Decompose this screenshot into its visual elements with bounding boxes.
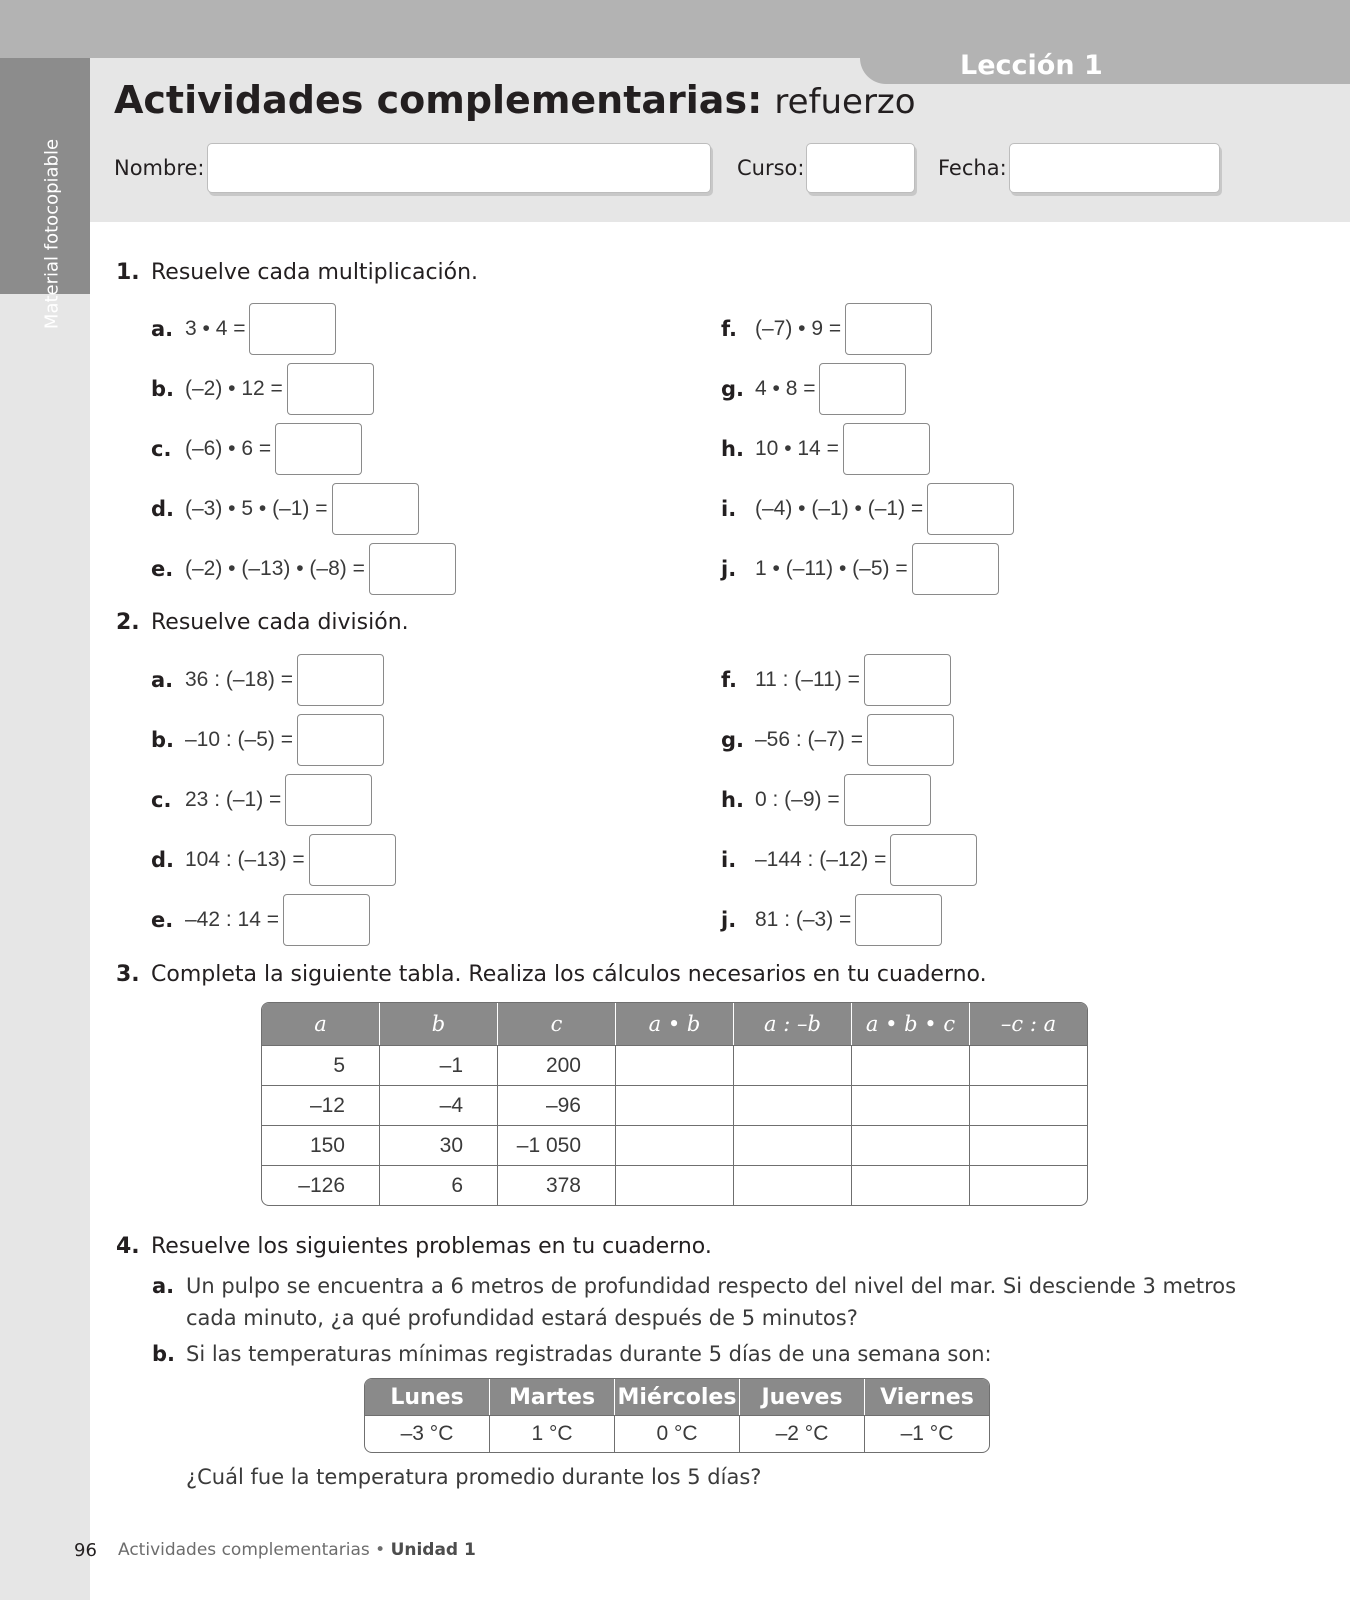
item-letter: e.: [151, 908, 174, 932]
problem-a-line1: Un pulpo se encuentra a 6 metros de profundidad respecto del nivel del mar. Si desciende 3 metros: [186, 1274, 1237, 1298]
q3-text: Completa la siguiente tabla. Realiza los cálculos necesarios en tu cuaderno.: [151, 962, 987, 987]
answer-box[interactable]: [843, 423, 930, 475]
table-answer-cell[interactable]: [734, 1085, 852, 1125]
item-letter: c.: [151, 437, 172, 461]
footer-title: Actividades complementarias: [118, 1540, 370, 1560]
temperature-cell: 1 °C: [490, 1415, 615, 1452]
q1-text: Resuelve cada multiplicación.: [151, 260, 479, 285]
table-row: [262, 1125, 1087, 1165]
answer-box[interactable]: [864, 654, 951, 706]
item-letter: e.: [151, 557, 174, 581]
answer-box[interactable]: [855, 894, 942, 946]
answer-box[interactable]: [890, 834, 977, 886]
answer-box[interactable]: [287, 363, 374, 415]
problem-letter: b.: [152, 1342, 176, 1366]
table-answer-cell[interactable]: [734, 1045, 852, 1085]
table-cell: –1 050: [498, 1125, 616, 1165]
q2-item: [721, 654, 951, 706]
table-answer-cell[interactable]: [852, 1085, 970, 1125]
answer-box[interactable]: [283, 894, 370, 946]
table-header: c: [498, 1003, 616, 1045]
item-letter: g.: [721, 377, 745, 401]
fecha-field[interactable]: [1009, 143, 1220, 193]
item-letter: i.: [721, 497, 737, 521]
temperature-cell: –2 °C: [740, 1415, 865, 1452]
answer-box[interactable]: [249, 303, 336, 355]
q1-item: [151, 543, 456, 595]
q2-number: 2.: [116, 610, 140, 635]
table-cell: 378: [498, 1165, 616, 1205]
q1-item: [151, 303, 336, 355]
item-expression: 104 : (–13) =: [185, 848, 305, 871]
title-bold: Actividades complementarias:: [114, 78, 763, 122]
table-cell: –126: [262, 1165, 380, 1205]
footer-text: [118, 1540, 476, 1560]
table-answer-cell[interactable]: [734, 1125, 852, 1165]
problem-letter: a.: [152, 1274, 175, 1298]
q1-item: [151, 483, 419, 535]
item-expression: 11 : (–11) =: [755, 668, 860, 691]
table-header: b: [380, 1003, 498, 1045]
problem-a: [152, 1270, 1237, 1334]
table-cell: –12: [262, 1085, 380, 1125]
temperature-table: [364, 1378, 990, 1453]
table-answer-cell[interactable]: [616, 1165, 734, 1205]
table-answer-cell[interactable]: [970, 1045, 1087, 1085]
item-expression: (–3) • 5 • (–1) =: [185, 497, 328, 520]
answer-box[interactable]: [309, 834, 396, 886]
temperature-header-row: [365, 1379, 989, 1415]
answer-box[interactable]: [369, 543, 456, 595]
answer-box[interactable]: [297, 654, 384, 706]
lesson-tab: [860, 58, 1350, 84]
q2-item: [721, 834, 977, 886]
lesson-label: Lección 1: [960, 50, 1103, 81]
item-letter: f.: [721, 668, 737, 692]
item-expression: 1 • (–11) • (–5) =: [755, 557, 908, 580]
q2-item: [151, 834, 396, 886]
q1-item: [151, 363, 374, 415]
item-expression: (–6) • 6 =: [185, 437, 272, 460]
q1-item: [721, 303, 932, 355]
table-cell: –4: [380, 1085, 498, 1125]
item-letter: d.: [151, 497, 175, 521]
temperature-cell: –3 °C: [365, 1415, 490, 1452]
item-expression: 23 : (–1) =: [185, 788, 282, 811]
answer-box[interactable]: [819, 363, 906, 415]
item-letter: d.: [151, 848, 175, 872]
table-answer-cell[interactable]: [616, 1045, 734, 1085]
footer-separator: •: [369, 1540, 391, 1560]
table-answer-cell[interactable]: [852, 1165, 970, 1205]
table-answer-cell[interactable]: [616, 1085, 734, 1125]
item-letter: h.: [721, 788, 744, 812]
table-header-row: [262, 1003, 1087, 1045]
problem-a-line2: cada minuto, ¿a qué profundidad estará después de 5 minutos?: [186, 1306, 858, 1330]
item-expression: 36 : (–18) =: [185, 668, 293, 691]
item-letter: f.: [721, 317, 737, 341]
curso-label: Curso:: [737, 156, 805, 180]
q2-item: [151, 654, 384, 706]
answer-box[interactable]: [867, 714, 954, 766]
table-cell: 200: [498, 1045, 616, 1085]
item-letter: a.: [151, 668, 174, 692]
fecha-label: Fecha:: [938, 156, 1007, 180]
temperature-row: [365, 1415, 989, 1452]
side-tab-text: Material fotocopiable: [41, 138, 63, 330]
table-row: [262, 1045, 1087, 1085]
table-answer-cell[interactable]: [970, 1165, 1087, 1205]
answer-box[interactable]: [285, 774, 372, 826]
item-letter: b.: [151, 728, 175, 752]
table-answer-cell[interactable]: [852, 1045, 970, 1085]
item-expression: (–7) • 9 =: [755, 317, 842, 340]
q2-item: [151, 894, 370, 946]
item-expression: –10 : (–5) =: [185, 728, 293, 751]
temperature-cell: –1 °C: [865, 1415, 989, 1452]
table-header: a • b • c: [852, 1003, 970, 1045]
problem-b: [152, 1338, 992, 1370]
answer-box[interactable]: [297, 714, 384, 766]
answer-box[interactable]: [332, 483, 419, 535]
item-expression: –144 : (–12) =: [755, 848, 887, 871]
q4-number: 4.: [116, 1234, 140, 1259]
q2-item: [721, 774, 931, 826]
answer-box[interactable]: [275, 423, 362, 475]
table-cell: 150: [262, 1125, 380, 1165]
footer-unit: Unidad 1: [390, 1540, 476, 1560]
item-expression: (–2) • 12 =: [185, 377, 283, 400]
table-cell: 6: [380, 1165, 498, 1205]
q4-text: Resuelve los siguientes problemas en tu cuaderno.: [151, 1234, 712, 1259]
day-header: Viernes: [865, 1379, 989, 1415]
top-band: [0, 0, 1350, 58]
q1-item: [151, 423, 362, 475]
table-header: a: [262, 1003, 380, 1045]
q3-number: 3.: [116, 962, 140, 987]
table-cell: 5: [262, 1045, 380, 1085]
item-letter: i.: [721, 848, 737, 872]
table-answer-cell[interactable]: [734, 1165, 852, 1205]
side-tab: [0, 58, 90, 330]
q1-item: [721, 363, 906, 415]
table-answer-cell[interactable]: [970, 1085, 1087, 1125]
table-row: [262, 1085, 1087, 1125]
day-header: Martes: [490, 1379, 615, 1415]
q2-item: [151, 774, 372, 826]
day-header: Lunes: [365, 1379, 490, 1415]
day-header: Miércoles: [615, 1379, 740, 1415]
answer-box[interactable]: [927, 483, 1014, 535]
item-expression: (–2) • (–13) • (–8) =: [185, 557, 365, 580]
q1-item: [721, 423, 930, 475]
item-letter: a.: [151, 317, 174, 341]
calculation-table: [261, 1002, 1088, 1206]
answer-box[interactable]: [912, 543, 999, 595]
item-expression: –56 : (–7) =: [755, 728, 863, 751]
average-question: ¿Cuál fue la temperatura promedio durante los 5 días?: [186, 1465, 762, 1489]
item-letter: j.: [721, 908, 737, 932]
item-expression: 4 • 8 =: [755, 377, 816, 400]
item-expression: 3 • 4 =: [185, 317, 246, 340]
q2-text: Resuelve cada división.: [151, 610, 409, 635]
item-expression: (–4) • (–1) • (–1) =: [755, 497, 924, 520]
table-cell: –1: [380, 1045, 498, 1085]
item-letter: g.: [721, 728, 745, 752]
page-number: 96: [74, 1540, 97, 1561]
page-title: [114, 78, 916, 122]
table-header: a : –b: [734, 1003, 852, 1045]
q1-number: 1.: [116, 260, 140, 285]
curso-field[interactable]: [806, 143, 915, 193]
item-letter: h.: [721, 437, 744, 461]
q1-item: [721, 483, 1014, 535]
q1-item: [721, 543, 999, 595]
title-sub: refuerzo: [774, 82, 916, 122]
problem-b-text: Si las temperaturas mínimas registradas durante 5 días de una semana son:: [186, 1342, 992, 1366]
answer-box[interactable]: [845, 303, 932, 355]
nombre-label: Nombre:: [114, 156, 205, 180]
answer-box[interactable]: [844, 774, 931, 826]
day-header: Jueves: [740, 1379, 865, 1415]
item-expression: 10 • 14 =: [755, 437, 839, 460]
item-expression: 81 : (–3) =: [755, 908, 852, 931]
table-answer-cell[interactable]: [970, 1125, 1087, 1165]
table-answer-cell[interactable]: [852, 1125, 970, 1165]
item-letter: b.: [151, 377, 175, 401]
table-header: a • b: [616, 1003, 734, 1045]
table-answer-cell[interactable]: [616, 1125, 734, 1165]
nombre-field[interactable]: [207, 143, 711, 193]
table-row: [262, 1165, 1087, 1205]
table-cell: 30: [380, 1125, 498, 1165]
q2-item: [151, 714, 384, 766]
q2-item: [721, 894, 942, 946]
item-expression: 0 : (–9) =: [755, 788, 840, 811]
q2-item: [721, 714, 954, 766]
temperature-cell: 0 °C: [615, 1415, 740, 1452]
table-header: –c : a: [970, 1003, 1087, 1045]
item-expression: –42 : 14 =: [185, 908, 279, 931]
item-letter: c.: [151, 788, 172, 812]
table-cell: –96: [498, 1085, 616, 1125]
item-letter: j.: [721, 557, 737, 581]
